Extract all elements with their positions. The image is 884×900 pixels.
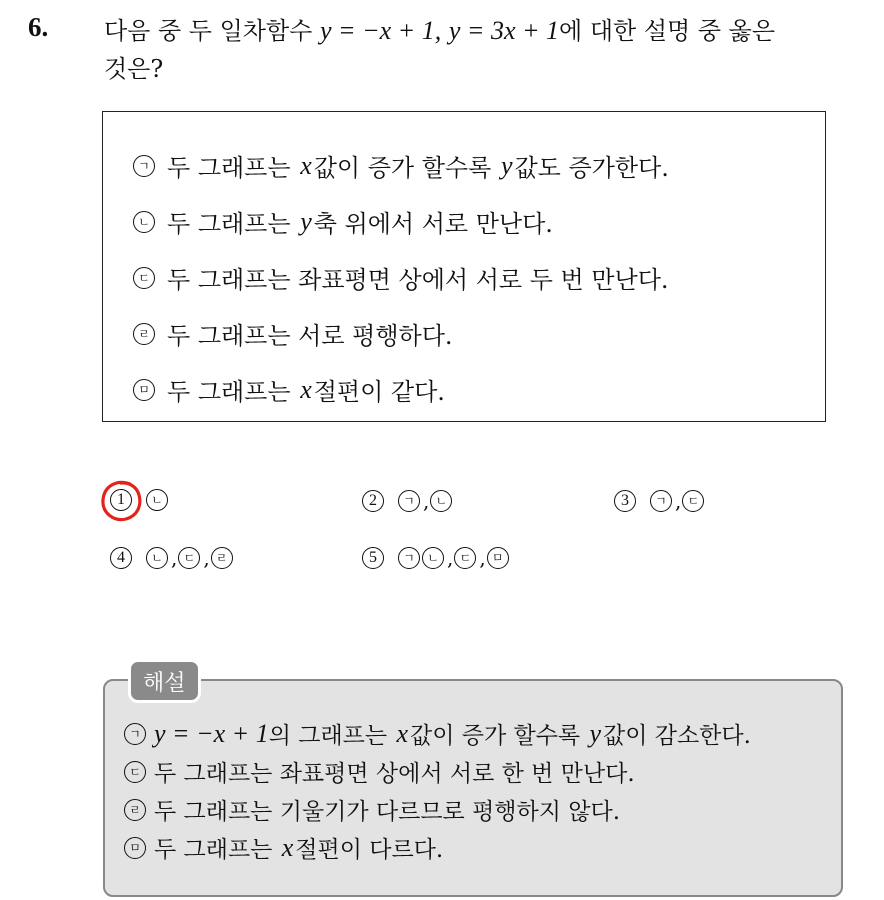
statement-text: 두 그래프는 [167,210,291,238]
choice-3[interactable]: 3 ㄱ , ㄷ [614,489,706,513]
statement-2 [133,204,553,239]
mark-digeut-icon: ㄷ [124,761,146,783]
solution-text: 두 그래프는 [154,837,273,863]
statement-text: 두 그래프는 좌표평면 상에서 서로 두 번 만난다. [167,266,669,294]
mark-giyeok-icon: ㄱ [133,155,155,177]
mark-giyeok-icon: ㄱ [124,723,146,745]
solution-text: 두 그래프는 기울기가 다르므로 평행하지 않다. [154,799,621,825]
solution-line-4 [124,831,443,864]
statement-4 [133,316,453,351]
mark-icon: ㄷ [178,547,200,569]
mark-icon: ㄹ [211,547,233,569]
mark-icon: ㄴ [146,489,168,511]
choice-4[interactable]: 4 ㄴ , ㄷ , ㄹ [110,546,235,570]
choice-number: 4 [110,547,132,569]
mark-mieum-icon: ㅁ [133,379,155,401]
mark-icon: ㄴ [422,547,444,569]
mark-nieun-icon: ㄴ [133,211,155,233]
statement-text: 값도 증가한다. [514,154,669,182]
equation-2: y = 3x + 1 [448,16,560,45]
solution-box [103,679,843,897]
solution-line-1 [124,717,751,750]
choice-2[interactable]: 2 ㄱ , ㄴ [362,489,454,513]
selected-answer-circle-icon [99,478,145,524]
variable-x: x [300,150,312,180]
question-number: 6. [28,12,49,42]
equation-1: y = −x + 1, [320,16,442,45]
mark-icon: ㄷ [682,490,704,512]
variable-y: y [589,718,601,748]
mark-mieum-icon: ㅁ [124,837,146,859]
statement-text: 두 그래프는 서로 평행하다. [167,322,453,350]
mark-icon: ㄴ [146,547,168,569]
mark-icon: ㄷ [454,547,476,569]
choice-number: 1 [110,489,132,511]
solution-text: 두 그래프는 좌표평면 상에서 서로 한 번 만난다. [154,761,635,787]
statement-3 [133,260,669,295]
solution-text: 값이 증가 할수록 [409,723,581,749]
mark-digeut-icon: ㄷ [133,267,155,289]
variable-x: x [281,832,294,862]
variable-x: x [396,718,408,748]
statement-1 [133,148,669,183]
variable-y: y [300,206,312,236]
mark-icon: ㄱ [650,490,672,512]
variable-x: x [300,374,312,404]
solution-text: 값이 감소한다. [603,723,751,749]
statement-text: 절편이 같다. [313,378,445,406]
statement-text: 두 그래프는 [167,378,291,406]
solution-line-2 [124,755,635,788]
solution-text: 의 그래프는 [268,723,388,749]
variable-y: y [500,150,513,180]
choice-5[interactable]: 5 ㄱ ㄴ , ㄷ , ㅁ [362,546,511,570]
solution-equation: y = −x + 1 [154,718,269,748]
solution-text: 절편이 다르다. [295,837,444,863]
choice-number: 2 [362,490,384,512]
statement-5 [133,372,445,407]
choice-number: 3 [614,490,636,512]
statements-box [102,111,826,422]
mark-icon: ㅁ [487,547,509,569]
solution-line-3 [124,793,620,826]
statement-text: 축 위에서 서로 만난다. [313,210,553,238]
mark-icon: ㄱ [398,547,420,569]
question-text-line2: 것은? [104,55,164,83]
mark-rieul-icon: ㄹ [133,323,155,345]
statement-text: 두 그래프는 [167,154,291,182]
choice-number: 5 [362,547,384,569]
mark-icon: ㄴ [430,490,452,512]
mark-rieul-icon: ㄹ [124,799,146,821]
statement-text: 값이 증가 할수록 [313,154,492,182]
solution-tag: 해설 [128,659,201,703]
mark-icon: ㄱ [398,490,420,512]
question-text [104,12,874,88]
question-text-after: 에 대한 설명 중 옳은 [559,17,776,45]
question-text-before: 다음 중 두 일차함수 [104,17,313,45]
